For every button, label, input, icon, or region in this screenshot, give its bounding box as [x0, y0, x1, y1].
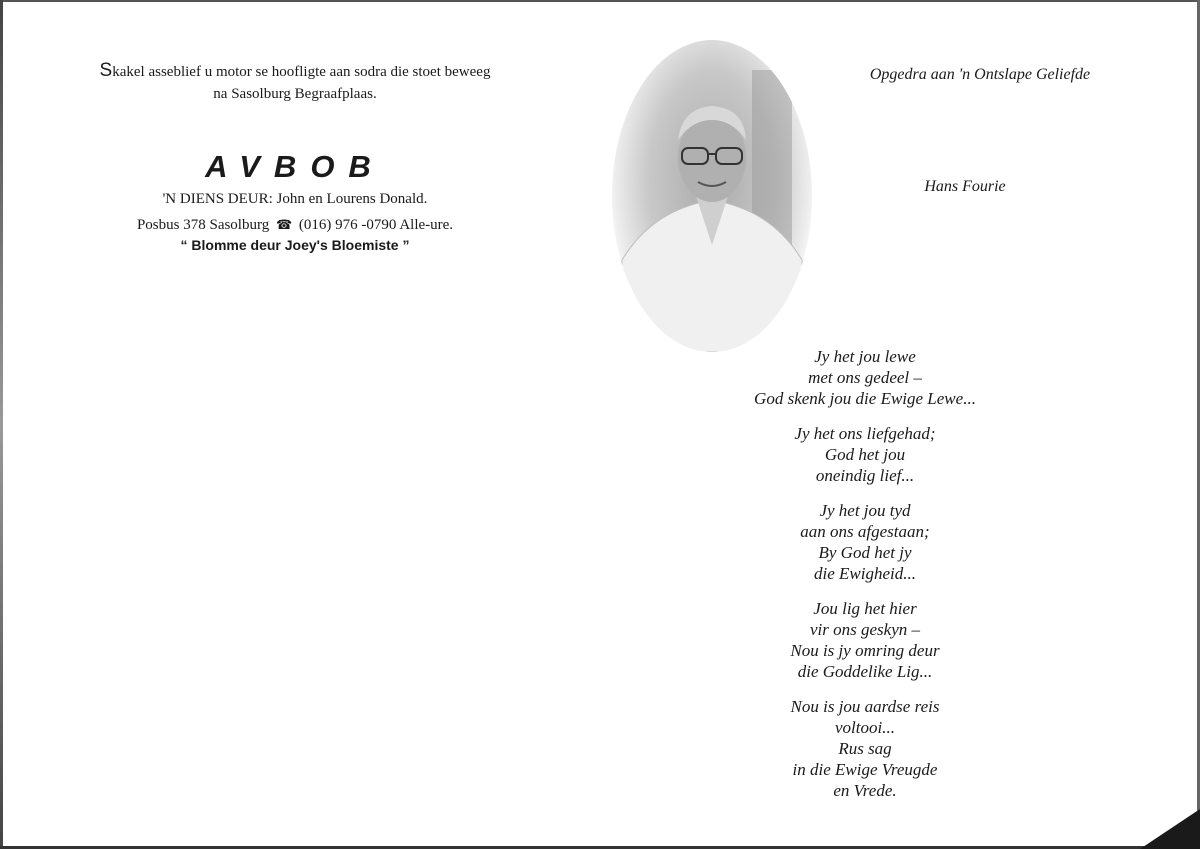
headlight-first-letter: S [99, 60, 113, 81]
poem-line: in die Ewige Vreugde [792, 760, 938, 779]
poem-line: Rus sag [838, 739, 892, 758]
headlight-notice-line2: na Sasolburg Begraafplaas. [213, 86, 377, 102]
poem-line: God skenk jou die Ewige Lewe... [754, 389, 976, 408]
undertaker-brand: AVBOB [205, 149, 385, 184]
folded-corner [1140, 809, 1200, 849]
undertaker-service-line: 'N DIENS DEUR: John en Lourens Donald. [162, 191, 428, 207]
poem-line: Jy het ons liefgehad; [794, 424, 936, 443]
telephone-icon: ☎ [275, 217, 293, 232]
poem-line: die Ewigheid... [814, 564, 916, 583]
poem-stanza [700, 500, 1030, 584]
poem-line: God het jou [824, 445, 906, 464]
poem-line: Jy het jou lewe [814, 347, 916, 366]
poem-line: vir ons geskyn – [809, 620, 920, 639]
page-edge-left [0, 0, 3, 849]
poem-stanza [700, 423, 1030, 486]
headlight-notice-line1 [50, 60, 540, 83]
headlight-line1-text: kakel asseblief u motor se hoofligte aan sodra die stoet beweeg [112, 64, 491, 80]
deceased-name: Hans Fourie [924, 178, 1006, 195]
poem-line: By God het jy [818, 543, 912, 562]
page-edge-top [0, 0, 1200, 2]
poem-stanza [700, 598, 1030, 682]
poem-line: Nou is jy omring deur [790, 641, 940, 660]
phone-number: (016) 976 -0790 Alle-ure. [298, 217, 454, 233]
poem-line: oneindig lief... [815, 466, 915, 485]
poem-stanza [700, 696, 1030, 801]
poem-line: voltooi... [835, 718, 895, 737]
undertaker-contact-line [50, 214, 540, 236]
portrait-illustration [612, 40, 812, 352]
poem-line: aan ons afgestaan; [800, 522, 930, 541]
poem-line: Jy het jou tyd [819, 501, 911, 520]
poem-stanza [700, 346, 1030, 409]
memorial-poem [700, 346, 1030, 815]
florist-credit: “ Blomme deur Joey's Bloemiste ” [180, 237, 410, 253]
headlight-notice [50, 60, 540, 105]
poem-line: en Vrede. [833, 781, 897, 800]
deceased-portrait [612, 40, 812, 352]
postal-address: Posbus 378 Sasolburg [136, 217, 270, 233]
poem-line: die Goddelike Lig... [797, 662, 933, 681]
poem-line: Nou is jou aardse reis [790, 697, 940, 716]
dedication-heading: Opgedra aan 'n Ontslape Geliefde [869, 66, 1091, 83]
poem-line: met ons gedeel – [808, 368, 922, 387]
funeral-info-panel [50, 60, 540, 253]
poem-line: Jou lig het hier [813, 599, 917, 618]
